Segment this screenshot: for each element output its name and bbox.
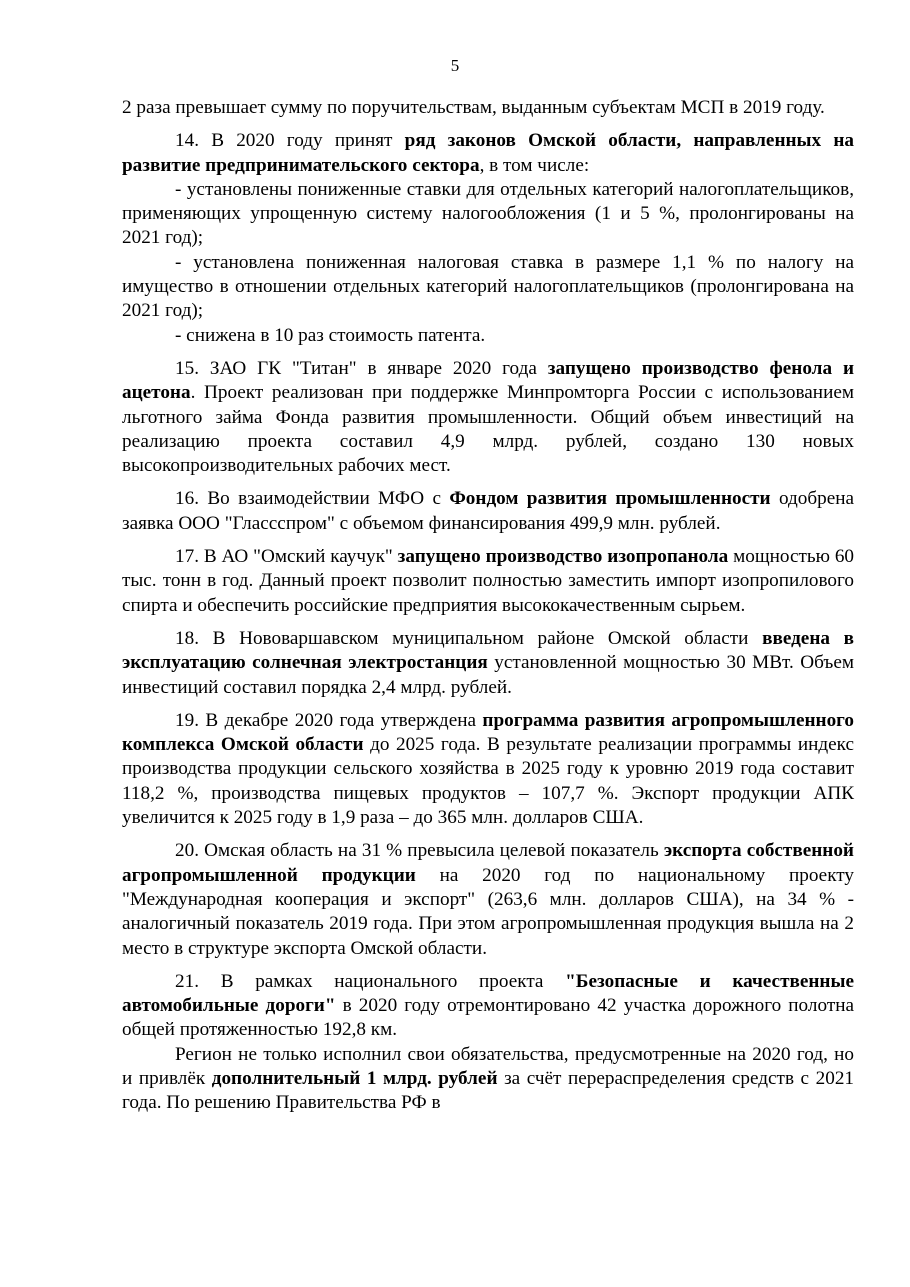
bold-text-segment: ряд законов Омской области, направленных на развитие предпринимательского сектора [122, 130, 854, 176]
paragraph-p-15 [122, 357, 854, 478]
paragraph-p-14 [122, 129, 854, 178]
text-segment: за счёт перераспределения средств с 2021 года. По решению Правительства РФ в [122, 1067, 855, 1114]
bold-text-segment: дополнительный 1 млрд. рублей [211, 1067, 498, 1089]
paragraph-p-21 [122, 970, 854, 1043]
text-segment: одобрена заявка ООО "Глассспром" с объемом финансирования 499,9 млн. рублей. [122, 488, 854, 534]
text-segment: - установлены пониженные ставки для отдельных категорий налогоплательщиков, применяющих упрощенную систему налогообложения (1 и 5 %, пролонгированы на 2021 год); [122, 178, 854, 249]
text-segment: мощностью 60 тыс. тонн в год. Данный проект позволит полностью заместить импорт изопропилового спирта и обеспечить российские предприятия высококачественным сырьем. [122, 546, 855, 616]
text-segment: установленной мощностью 30 МВт. Объем инвестиций составил порядка 2,4 млрд. рублей. [122, 652, 855, 698]
text-segment: 15. ЗАО ГК "Титан" в январе 2020 года [175, 357, 548, 379]
text-segment: 21. В рамках национального проекта [175, 970, 566, 992]
paragraph-p-18 [122, 627, 854, 700]
text-segment: до 2025 года. В результате реализации программы индекс производства продукции сельского хозяйства в 2025 году к уровню 2019 года составит 118,2 %, производства пищевых продуктов – 107,7 %. Экспорт продукции АПК увеличится к 2025 году в 1,9 раза – до 365 млн. долларов США. [122, 734, 854, 829]
text-segment: - установлена пониженная налоговая ставка в размере 1,1 % по налогу на имущество в отношении отдельных категорий налогоплательщиков (пролонгирована на 2021 год); [122, 251, 854, 322]
text-segment: , в том числе: [479, 154, 590, 176]
text-segment: - снижена в 10 раз стоимость патента. [175, 324, 486, 346]
bold-text-segment: "Безопасные и качественные автомобильные дороги" [122, 970, 854, 1017]
paragraph-p-20 [122, 839, 854, 960]
text-segment: на 2020 год по национальному проекту "Международная кооперация и экспорт" (263,6 млн. долларов США), на 34 % - аналогичный показатель 2019 года. При этом агропромышленная продукция вышла на 2 место в структуре экспорта Омской области. [122, 864, 854, 959]
text-segment: . Проект реализован при поддержке Минпромторга России с использованием льготного займа Фонда развития промышленности. Общий объем инвестиций на реализацию проекта составил 4,9 млрд. рублей, создано 130 новых высокопроизводительных рабочих мест. [122, 382, 854, 477]
text-segment: в 2020 году отремонтировано 42 участка дорожного полотна общей протяженностью 192,8 км. [122, 995, 854, 1041]
bold-text-segment: программа развития агропромышленного комплекса Омской области [122, 709, 854, 756]
text-segment: 17. В АО "Омский каучук" [175, 546, 398, 568]
text-segment: Регион не только исполнил свои обязательства, предусмотренные на 2020 год, но и привлёк [122, 1043, 854, 1089]
paragraph-p-17 [122, 545, 854, 618]
text-segment: 14. В 2020 году принят [175, 130, 405, 152]
bold-text-segment: введена в эксплуатацию солнечная электростанция [122, 627, 854, 674]
bold-text-segment: запущено производство фенола и ацетона [122, 357, 855, 404]
bold-text-segment: Фондом развития промышленности [449, 488, 771, 510]
text-segment: 20. Омская область на 31 % превысила целевой показатель [175, 840, 664, 862]
text-segment: 19. В декабре 2020 года утверждена [175, 709, 483, 731]
text-segment: 2 раза превышает сумму по поручительствам, выданным субъектам МСП в 2019 году. [122, 97, 825, 118]
text-segment: 16. Во взаимодействии МФО с [175, 488, 450, 510]
document-body [122, 96, 854, 1116]
paragraph-p-14-item-2 [122, 251, 854, 324]
paragraph-p-19 [122, 709, 854, 830]
bold-text-segment: запущено производство изопропанола [397, 546, 729, 568]
bold-text-segment: экспорта собственной агропромышленной продукции [122, 840, 854, 886]
paragraph-p-21-cont [122, 1043, 854, 1116]
paragraph-p-16 [122, 487, 854, 536]
paragraph-p-continuation [122, 96, 854, 120]
text-segment: 18. В Нововаршавском муниципальном районе Омской области [175, 627, 763, 649]
page-number: 5 [450, 56, 460, 75]
paragraph-p-14-item-1 [122, 178, 854, 251]
paragraph-p-14-item-3 [122, 324, 854, 348]
